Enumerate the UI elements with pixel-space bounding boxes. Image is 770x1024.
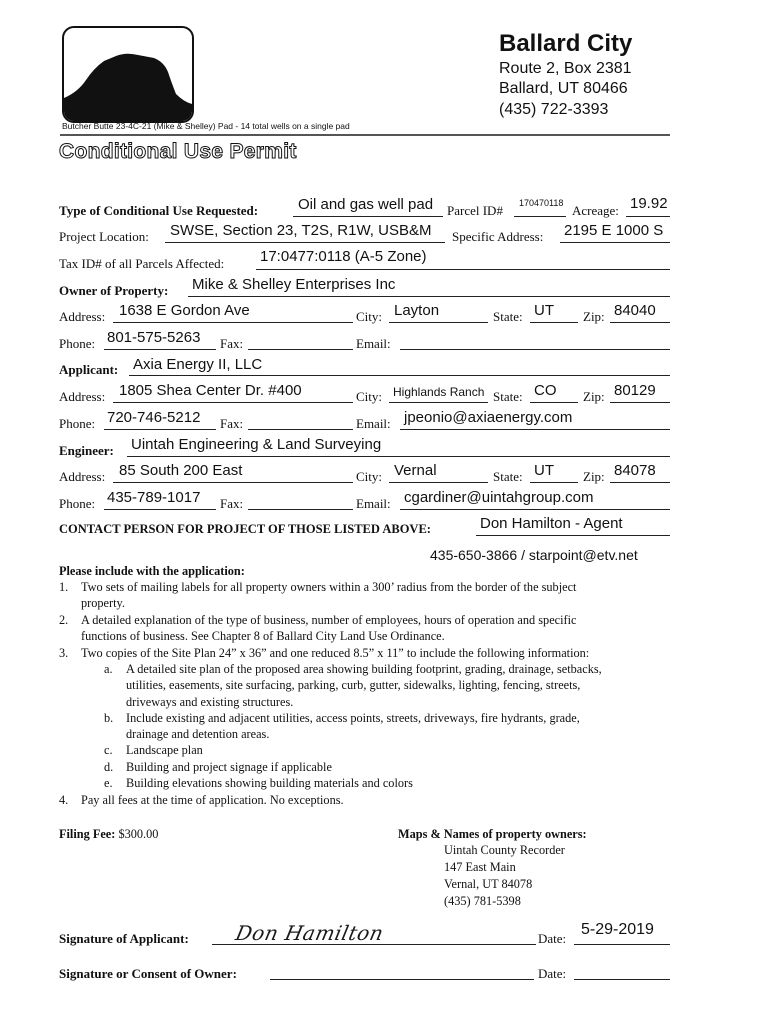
instruction-item xyxy=(59,792,679,808)
applicant-fax-label: Fax: xyxy=(220,416,244,431)
applicant-address-label: Address: xyxy=(59,389,106,404)
acreage-line xyxy=(626,216,670,217)
applicant-email-line xyxy=(400,429,670,430)
filing-fee-value: $300.00 xyxy=(118,827,159,841)
owner-city-label: City: xyxy=(356,309,383,324)
item-text-cont: property. xyxy=(81,596,125,611)
owner-signature-line xyxy=(270,979,534,980)
applicant-email-field[interactable]: jpeonio@axiaenergy.com xyxy=(404,409,573,426)
applicant-phone-field[interactable]: 720-746-5212 xyxy=(107,409,201,426)
item-number: 2. xyxy=(59,613,69,627)
engineer-state-line xyxy=(530,482,578,483)
applicant-phone-line xyxy=(104,429,216,430)
acreage-label: Acreage: xyxy=(572,203,619,218)
engineer-email-field[interactable]: cgardiner@uintahgroup.com xyxy=(404,489,594,506)
engineer-address-label: Address: xyxy=(59,469,106,484)
contact-line xyxy=(476,535,670,536)
city-logo xyxy=(62,26,194,123)
sub-letter: d. xyxy=(104,760,114,774)
applicant-date-line xyxy=(574,944,670,945)
specific-address-label: Specific Address: xyxy=(452,229,544,244)
applicant-state-line xyxy=(530,402,578,403)
item-text: Two sets of mailing labels for all property owners within a 300’ radius from the border of the subject xyxy=(81,580,577,594)
filing-fee xyxy=(59,826,158,842)
butte-logo-icon xyxy=(64,28,192,121)
sub-text: drainage and detention areas. xyxy=(126,727,270,742)
engineer-fax-line xyxy=(248,509,353,510)
owner-address-label: Address: xyxy=(59,309,106,324)
item-text: Pay all fees at the time of application. No exceptions. xyxy=(81,793,344,807)
header-rule xyxy=(60,134,670,136)
engineer-state-field[interactable]: UT xyxy=(534,462,554,479)
owner-city-field[interactable]: Layton xyxy=(394,302,440,319)
owner-address-line xyxy=(113,322,353,323)
location-field[interactable]: SWSE, Section 23, T2S, R1W, USB&M xyxy=(170,222,432,239)
applicant-address-field[interactable]: 1805 Shea Center Dr. #400 xyxy=(119,382,302,399)
owner-zip-line xyxy=(610,322,670,323)
owner-heading: Owner of Property: xyxy=(59,283,169,298)
item-number: 3. xyxy=(59,646,69,660)
type-line xyxy=(293,216,443,217)
specific-address-field[interactable]: 2195 E 1000 S xyxy=(564,222,664,239)
applicant-name-field[interactable]: Axia Energy II, LLC xyxy=(133,356,263,373)
owner-zip-field[interactable]: 84040 xyxy=(614,302,656,319)
owner-fax-label: Fax: xyxy=(220,336,244,351)
applicant-heading: Applicant: xyxy=(59,362,119,377)
sub-letter: b. xyxy=(104,711,114,725)
type-label: Type of Conditional Use Requested: xyxy=(59,203,259,218)
engineer-city-label: City: xyxy=(356,469,383,484)
sub-item xyxy=(104,759,674,775)
engineer-phone-line xyxy=(104,509,216,510)
engineer-fax-label: Fax: xyxy=(220,496,244,511)
taxid-field[interactable]: 17:0477:0118 (A-5 Zone) xyxy=(260,248,427,265)
item-number: 4. xyxy=(59,793,69,807)
applicant-address-line xyxy=(113,402,353,403)
contact-detail: 435-650-3866 / starpoint@etv.net xyxy=(430,547,638,563)
owner-name-field[interactable]: Mike & Shelley Enterprises Inc xyxy=(192,276,396,293)
parcel-line xyxy=(514,216,566,217)
applicant-zip-field[interactable]: 80129 xyxy=(614,382,656,399)
applicant-fax-line xyxy=(248,429,353,430)
sub-text: Building elevations showing building materials and colors xyxy=(126,776,413,790)
engineer-zip-line xyxy=(610,482,670,483)
acreage-field[interactable]: 19.92 xyxy=(630,195,668,212)
contact-label: CONTACT PERSON FOR PROJECT OF THOSE LISTED ABOVE: xyxy=(59,522,431,536)
owner-phone-line xyxy=(104,349,216,350)
header-caption: Butcher Butte 23-4C-21 (Mike & Shelley) Pad - 14 total wells on a single pad xyxy=(62,121,350,131)
engineer-address-field[interactable]: 85 South 200 East xyxy=(119,462,243,479)
owner-signature-label: Signature or Consent of Owner: xyxy=(59,966,237,981)
sub-text: utilities, easements, site surfacing, parking, curb, gutter, sidewalks, lighting, fencing, streets, xyxy=(126,678,581,693)
city-name: Ballard City xyxy=(499,30,633,57)
owner-state-field[interactable]: UT xyxy=(534,302,554,319)
applicant-state-label: State: xyxy=(493,389,523,404)
applicant-signature-label: Signature of Applicant: xyxy=(59,931,189,946)
owner-city-line xyxy=(389,322,488,323)
sub-text: Include existing and adjacent utilities, access points, streets, driveways, fire hydrants, grade, xyxy=(126,711,580,725)
engineer-heading: Engineer: xyxy=(59,443,114,458)
sub-letter: c. xyxy=(104,743,113,757)
engineer-city-field[interactable]: Vernal xyxy=(394,462,437,479)
maps-heading: Maps & Names of property owners: xyxy=(398,827,587,841)
sub-item xyxy=(104,710,674,743)
sub-letter: a. xyxy=(104,662,113,676)
applicant-date-field[interactable]: 5-29-2019 xyxy=(581,921,654,938)
sub-text: A detailed site plan of the proposed area showing building footprint, grading, drainage, setbacks, xyxy=(126,662,602,676)
engineer-zip-label: Zip: xyxy=(583,469,605,484)
owner-state-label: State: xyxy=(493,309,523,324)
applicant-city-label: City: xyxy=(356,389,383,404)
sub-item xyxy=(104,661,674,710)
taxid-line xyxy=(256,269,670,270)
filing-fee-label: Filing Fee: xyxy=(59,827,116,841)
owner-name-line xyxy=(188,296,670,297)
sub-letter: e. xyxy=(104,776,113,790)
owner-phone-field[interactable]: 801-575-5263 xyxy=(107,329,201,346)
engineer-address-line xyxy=(113,482,353,483)
engineer-phone-label: Phone: xyxy=(59,496,96,511)
form-title: Conditional Use Permit xyxy=(59,140,297,163)
sub-item xyxy=(104,742,674,758)
city-address-line2: Ballard, UT 80466 xyxy=(499,80,628,97)
applicant-phone-label: Phone: xyxy=(59,416,96,431)
owner-address-field[interactable]: 1638 E Gordon Ave xyxy=(119,302,250,319)
sub-text: Landscape plan xyxy=(126,743,203,757)
owner-email-line xyxy=(400,349,670,350)
sub-text: driveways and existing structures. xyxy=(126,694,294,709)
item-text: Two copies of the Site Plan 24” x 36” and one reduced 8.5” x 11” to include the following information: xyxy=(81,646,590,660)
engineer-city-line xyxy=(389,482,488,483)
owner-phone-label: Phone: xyxy=(59,336,96,351)
engineer-phone-field[interactable]: 435-789-1017 xyxy=(107,489,201,506)
type-field[interactable]: Oil and gas well pad xyxy=(298,196,434,213)
sub-item xyxy=(104,775,674,791)
city-address-line1: Route 2, Box 2381 xyxy=(499,60,632,77)
location-label: Project Location: xyxy=(59,229,149,244)
maps-line: Uintah County Recorder xyxy=(444,843,565,857)
owner-zip-label: Zip: xyxy=(583,309,605,324)
engineer-email-label: Email: xyxy=(356,496,391,511)
engineer-state-label: State: xyxy=(493,469,523,484)
instruction-item xyxy=(59,612,679,645)
engineer-email-line xyxy=(400,509,670,510)
engineer-name-field[interactable]: Uintah Engineering & Land Surveying xyxy=(131,436,382,453)
applicant-zip-label: Zip: xyxy=(583,389,605,404)
city-phone: (435) 722-3393 xyxy=(499,101,609,118)
contact-field[interactable]: Don Hamilton - Agent xyxy=(480,515,623,532)
applicant-city-line xyxy=(389,402,488,403)
maps-line: (435) 781-5398 xyxy=(444,894,521,908)
maps-address xyxy=(444,842,565,910)
owner-state-line xyxy=(530,322,578,323)
taxid-label: Tax ID# of all Parcels Affected: xyxy=(59,256,225,271)
sub-text: Building and project signage if applicable xyxy=(126,760,332,774)
applicant-email-label: Email: xyxy=(356,416,391,431)
applicant-date-label: Date: xyxy=(538,931,567,946)
instruction-item xyxy=(59,645,679,661)
maps-line: 147 East Main xyxy=(444,860,516,874)
applicant-name-line xyxy=(129,375,670,376)
parcel-field[interactable]: 170470118 xyxy=(519,198,564,208)
parcel-label: Parcel ID# xyxy=(447,203,503,218)
instruction-item xyxy=(59,579,679,612)
engineer-name-line xyxy=(127,456,670,457)
item-text-cont: functions of business. See Chapter 8 of Ballard City Land Use Ordinance. xyxy=(81,629,445,644)
specific-address-line xyxy=(560,242,670,243)
applicant-city-field[interactable]: Highlands Ranch xyxy=(393,385,485,399)
engineer-zip-field[interactable]: 84078 xyxy=(614,462,656,479)
applicant-signature[interactable]: Don Hamilton xyxy=(233,921,386,945)
item-text: A detailed explanation of the type of business, number of employees, hours of operation and specific xyxy=(81,613,577,627)
owner-email-label: Email: xyxy=(356,336,391,351)
applicant-zip-line xyxy=(610,402,670,403)
owner-fax-line xyxy=(248,349,353,350)
location-line xyxy=(165,242,445,243)
applicant-state-field[interactable]: CO xyxy=(534,382,557,399)
owner-date-line xyxy=(574,979,670,980)
instructions-heading: Please include with the application: xyxy=(59,564,245,578)
maps-line: Vernal, UT 84078 xyxy=(444,877,533,891)
item-number: 1. xyxy=(59,580,69,594)
owner-date-label: Date: xyxy=(538,966,567,981)
